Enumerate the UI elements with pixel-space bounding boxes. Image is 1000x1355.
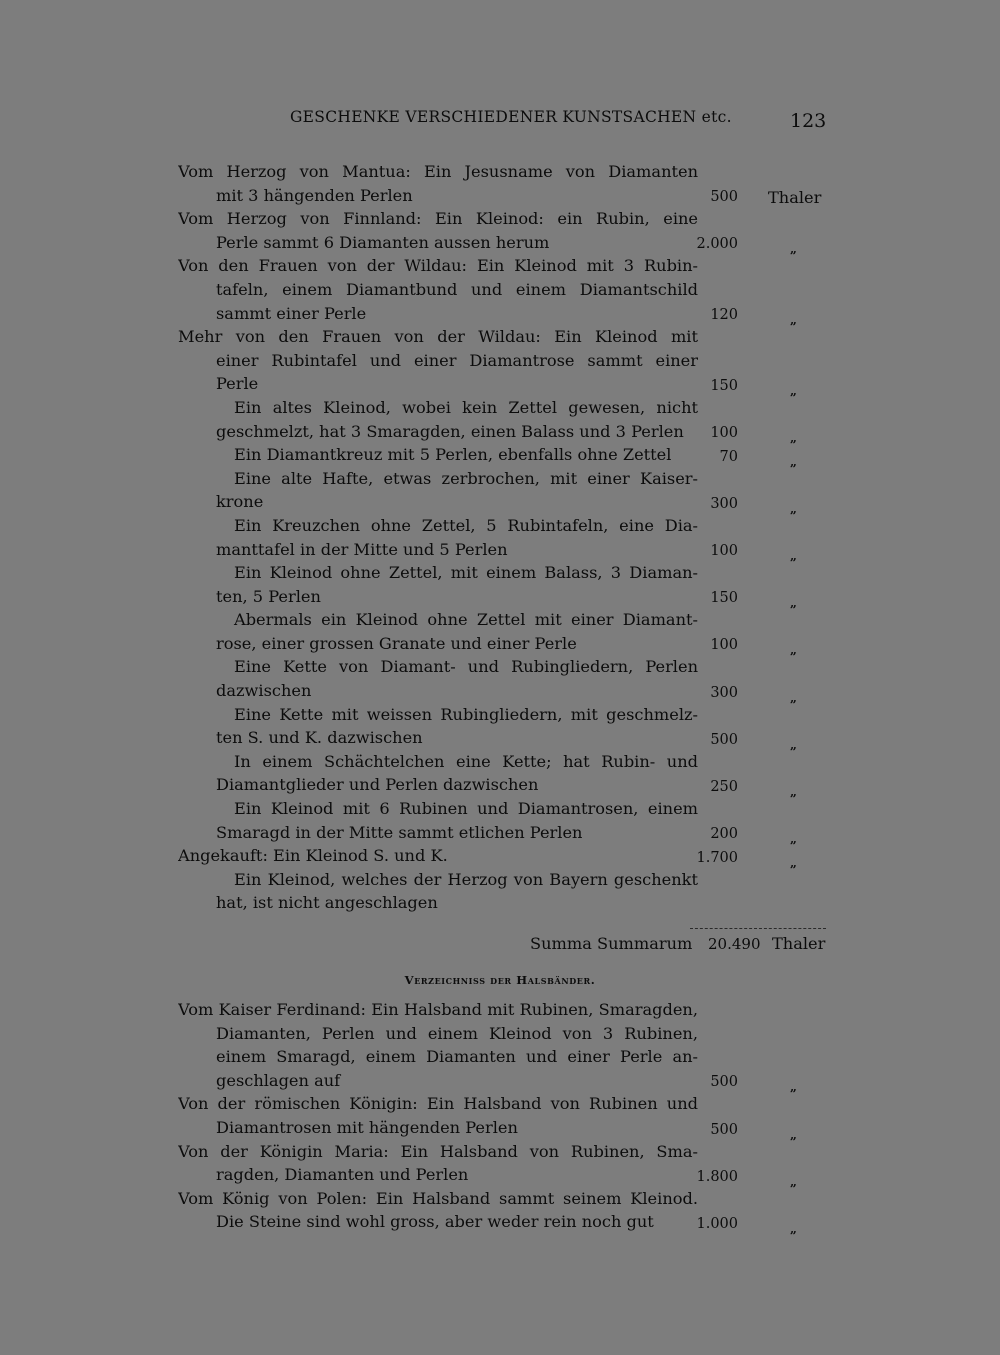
ditto-mark: „ <box>790 1174 797 1189</box>
section-heading: Verzeichniss der Halsbänder. <box>404 973 596 987</box>
necklace-list <box>178 998 838 1234</box>
entry-amount: 1.000 <box>696 1215 738 1232</box>
entry-line: Vom Herzog von Finnland: Ein Kleinod: ein Rubin, eine <box>178 209 698 229</box>
entry-amount: 1.800 <box>696 1168 738 1185</box>
entry-line: manttafel in der Mitte und 5 Perlen <box>216 539 508 559</box>
entry-amount: 100 <box>710 425 738 442</box>
entry-amount: 500 <box>710 731 738 748</box>
entry-line: Ein Kleinod mit 6 Rubinen und Diamantrosen, einem <box>234 799 698 819</box>
entry-line: Abermals ein Kleinod ohne Zettel mit einer Diamant- <box>234 610 698 630</box>
entry-amount: 500 <box>710 1121 738 1138</box>
entry-amount: 300 <box>710 495 738 512</box>
list-entry <box>178 561 838 611</box>
sum-rule <box>690 928 826 929</box>
ditto-mark: „ <box>790 1127 797 1142</box>
ditto-mark: „ <box>790 431 797 446</box>
ditto-mark: „ <box>790 785 797 800</box>
running-title: GESCHENKE VERSCHIEDENER KUNSTSACHEN etc. <box>290 108 732 126</box>
page-header <box>0 108 1000 138</box>
entry-line: ten S. und K. dazwischen <box>216 728 423 748</box>
list-entry <box>178 467 838 514</box>
entry-line: Eine Kette von Diamant- und Rubingliedern, Perlen <box>234 657 698 677</box>
entry-line: dazwischen <box>216 681 312 701</box>
ditto-mark: „ <box>790 313 797 328</box>
entry-amount: 500 <box>710 1074 738 1091</box>
entry-line: hat, ist nicht angeschlagen <box>216 893 438 913</box>
entry-line: Ein altes Kleinod, wobei kein Zettel gewesen, nicht <box>234 397 698 417</box>
entry-amount: 150 <box>710 590 738 607</box>
list-entry <box>178 254 838 328</box>
total-label: Summa Summarum <box>530 934 693 953</box>
list-entry <box>178 750 838 800</box>
entry-line: ragden, Diamanten und Perlen <box>216 1165 469 1185</box>
entry-amount: 250 <box>710 779 738 796</box>
list-entry <box>178 655 838 705</box>
list-entry <box>178 160 838 207</box>
list-entry <box>178 325 838 396</box>
entry-line: Eine Kette mit weissen Rubingliedern, mit geschmelz- <box>234 704 698 724</box>
entry-line: Diamanten, Perlen und einem Kleinod von 3 Rubinen, <box>216 1023 698 1043</box>
entry-line: Die Steine sind wohl gross, aber weder rein noch gut <box>216 1212 654 1232</box>
list-entry <box>178 396 838 446</box>
total-row <box>0 934 1000 958</box>
entry-line: einer Rubintafel und einer Diamantrose sammt einer <box>216 350 698 370</box>
entry-amount: 2.000 <box>696 236 738 253</box>
entry-line: Perle sammt 6 Diamanten aussen herum <box>216 232 550 252</box>
entry-line: Mehr von den Frauen von der Wildau: Ein Kleinod mit <box>178 327 698 347</box>
entry-line: Eine alte Hafte, etwas zerbrochen, mit einer Kaiser- <box>234 468 698 488</box>
entry-line: Ein Kleinod, welches der Herzog von Bayern geschenkt <box>234 869 698 889</box>
ditto-mark: „ <box>790 1221 797 1236</box>
entry-line: Von der Königin Maria: Ein Halsband von Rubinen, Sma- <box>178 1141 698 1161</box>
entry-amount: 70 <box>719 448 738 465</box>
entry-amount: 100 <box>710 637 738 654</box>
entry-line: Von den Frauen von der Wildau: Ein Kleinod mit 3 Rubin- <box>178 256 698 276</box>
entry-line: tafeln, einem Diamantbund und einem Diamantschild <box>216 279 698 299</box>
entry-line: Diamantrosen mit hängenden Perlen <box>216 1117 518 1137</box>
list-entry <box>178 1092 838 1142</box>
entry-line: Diamantglieder und Perlen dazwischen <box>216 775 539 795</box>
list-entry <box>178 443 838 467</box>
list-entry <box>178 1140 838 1187</box>
list-entry <box>178 514 838 564</box>
ditto-mark: „ <box>790 832 797 847</box>
list-entry <box>178 207 838 257</box>
ditto-mark: „ <box>790 643 797 658</box>
entry-line: geschlagen auf <box>216 1070 341 1090</box>
entry-amount: 100 <box>710 543 738 560</box>
list-entry <box>178 703 838 750</box>
entry-amount: 150 <box>710 377 738 394</box>
list-entry <box>178 608 838 658</box>
entry-unit: Thaler <box>768 188 822 208</box>
ditto-mark: „ <box>790 242 797 257</box>
list-entry <box>178 868 838 915</box>
entry-line: Von der römischen Königin: Ein Halsband von Rubinen und <box>178 1094 698 1114</box>
entry-line: sammt einer Perle <box>216 303 367 323</box>
list-entry <box>178 1187 838 1234</box>
entry-line: ten, 5 Perlen <box>216 586 321 606</box>
entry-line: Perle <box>216 374 259 394</box>
entry-line: geschmelzt, hat 3 Smaragden, einen Balass und 3 Perlen <box>216 421 684 441</box>
entry-amount: 1.700 <box>696 849 738 866</box>
entry-line: Angekauft: Ein Kleinod S. und K. <box>178 846 448 866</box>
entry-amount: 200 <box>710 826 738 843</box>
list-entry <box>178 797 838 847</box>
entry-line: Vom Kaiser Ferdinand: Ein Halsband mit Rubinen, Smaragden, <box>178 1000 698 1019</box>
entry-amount: 120 <box>710 307 738 324</box>
entry-line: Vom König von Polen: Ein Halsband sammt seinem Kleinod. <box>178 1188 698 1208</box>
entry-line: Vom Herzog von Mantua: Ein Jesusname von Diamanten <box>178 162 698 181</box>
entry-line: Ein Kreuzchen ohne Zettel, 5 Rubintafeln, eine Dia- <box>234 515 698 535</box>
total-amount: 20.490 <box>708 935 761 953</box>
total-unit: Thaler <box>772 934 826 953</box>
ditto-mark: „ <box>790 1080 797 1095</box>
entry-line: Smaragd in der Mitte sammt etlichen Perlen <box>216 822 583 842</box>
entry-line: In einem Schächtelchen eine Kette; hat Rubin- und <box>234 751 698 771</box>
ditto-mark: „ <box>790 454 797 469</box>
ditto-mark: „ <box>790 690 797 705</box>
entry-amount: 500 <box>710 189 738 206</box>
ditto-mark: „ <box>790 596 797 611</box>
page-number: 123 <box>790 110 827 132</box>
entry-line: rose, einer grossen Granate und einer Perle <box>216 633 577 653</box>
entry-line: Ein Diamantkreuz mit 5 Perlen, ebenfalls ohne Zettel <box>234 445 672 465</box>
list-entry <box>178 998 838 1095</box>
list-entry <box>178 844 838 868</box>
gift-list <box>178 160 838 915</box>
entry-line: mit 3 hängenden Perlen <box>216 185 413 205</box>
ditto-mark: „ <box>790 737 797 752</box>
entry-line: einem Smaragd, einem Diamanten und einer Perle an- <box>216 1047 698 1067</box>
entry-line: Ein Kleinod ohne Zettel, mit einem Balass, 3 Diaman- <box>234 563 698 583</box>
ditto-mark: „ <box>790 501 797 516</box>
entry-line: krone <box>216 492 264 512</box>
ditto-mark: „ <box>790 855 797 870</box>
ditto-mark: „ <box>790 549 797 564</box>
entry-amount: 300 <box>710 684 738 701</box>
ditto-mark: „ <box>790 383 797 398</box>
